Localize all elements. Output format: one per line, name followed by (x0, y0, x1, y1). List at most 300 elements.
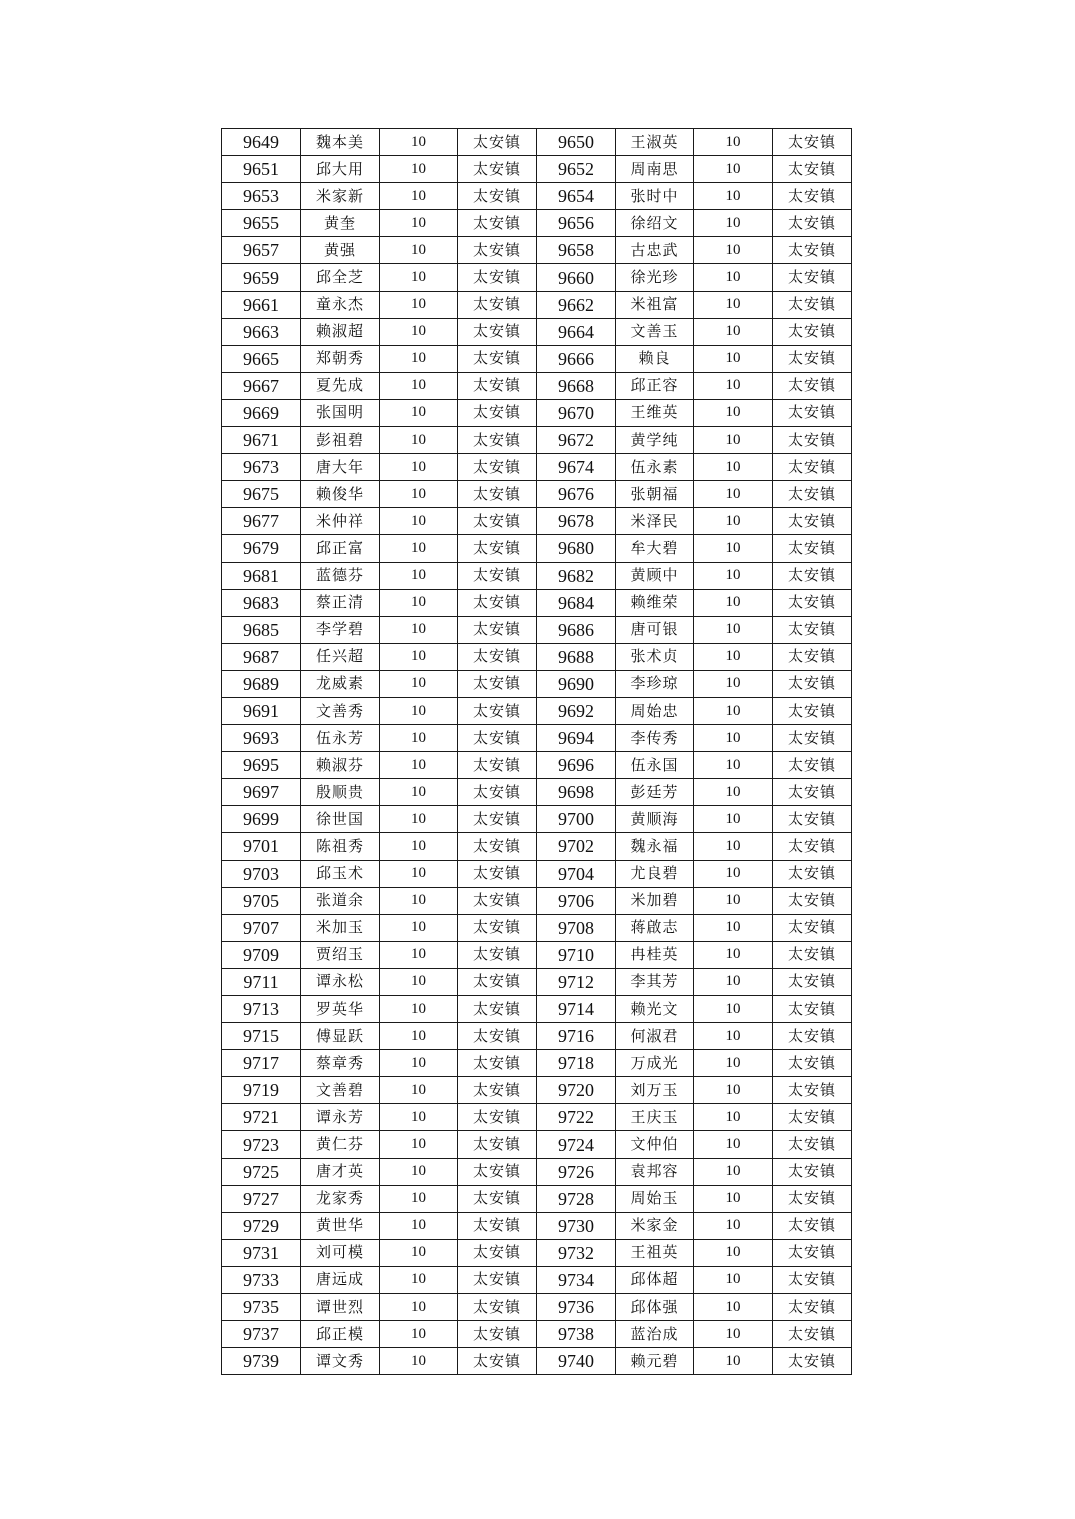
left-amount-cell: 10 (380, 1266, 458, 1293)
left-town-cell: 太安镇 (458, 941, 537, 968)
left-name-cell: 米仲祥 (301, 508, 380, 535)
right-town-cell: 太安镇 (773, 318, 852, 345)
table-row (222, 1104, 852, 1131)
right-town-cell: 太安镇 (773, 968, 852, 995)
right-town-cell: 太安镇 (773, 1050, 852, 1077)
right-id-cell: 9716 (537, 1023, 616, 1050)
left-name-cell: 文善碧 (301, 1077, 380, 1104)
right-id-cell: 9718 (537, 1050, 616, 1077)
right-id-cell: 9676 (537, 481, 616, 508)
left-name-cell: 童永杰 (301, 291, 380, 318)
left-name-cell: 殷顺贵 (301, 779, 380, 806)
right-town-cell: 太安镇 (773, 427, 852, 454)
left-id-cell: 9739 (222, 1348, 301, 1375)
right-id-cell: 9688 (537, 643, 616, 670)
left-name-cell: 黄世华 (301, 1212, 380, 1239)
right-town-cell: 太安镇 (773, 589, 852, 616)
right-name-cell: 魏永福 (616, 833, 694, 860)
left-name-cell: 郑朝秀 (301, 345, 380, 372)
left-id-cell: 9661 (222, 291, 301, 318)
left-id-cell: 9717 (222, 1050, 301, 1077)
right-town-cell: 太安镇 (773, 725, 852, 752)
left-town-cell: 太安镇 (458, 670, 537, 697)
right-town-cell: 太安镇 (773, 562, 852, 589)
table-row (222, 833, 852, 860)
right-town-cell: 太安镇 (773, 779, 852, 806)
right-id-cell: 9670 (537, 399, 616, 426)
table-row (222, 752, 852, 779)
right-town-cell: 太安镇 (773, 996, 852, 1023)
right-name-cell: 李珍琼 (616, 670, 694, 697)
right-amount-cell: 10 (694, 1050, 773, 1077)
left-id-cell: 9689 (222, 670, 301, 697)
left-amount-cell: 10 (380, 887, 458, 914)
table-row (222, 725, 852, 752)
left-amount-cell: 10 (380, 156, 458, 183)
right-amount-cell: 10 (694, 1158, 773, 1185)
left-name-cell: 唐大年 (301, 454, 380, 481)
right-town-cell: 太安镇 (773, 454, 852, 481)
left-amount-cell: 10 (380, 1212, 458, 1239)
right-amount-cell: 10 (694, 129, 773, 156)
right-id-cell: 9678 (537, 508, 616, 535)
left-town-cell: 太安镇 (458, 156, 537, 183)
left-town-cell: 太安镇 (458, 264, 537, 291)
right-id-cell: 9710 (537, 941, 616, 968)
table-row (222, 1158, 852, 1185)
right-id-cell: 9714 (537, 996, 616, 1023)
right-name-cell: 米泽民 (616, 508, 694, 535)
table-row (222, 1050, 852, 1077)
left-id-cell: 9707 (222, 914, 301, 941)
right-amount-cell: 10 (694, 454, 773, 481)
left-town-cell: 太安镇 (458, 1239, 537, 1266)
left-id-cell: 9699 (222, 806, 301, 833)
left-amount-cell: 10 (380, 779, 458, 806)
right-name-cell: 冉桂英 (616, 941, 694, 968)
right-name-cell: 黄顾中 (616, 562, 694, 589)
table-row (222, 1348, 852, 1375)
right-amount-cell: 10 (694, 1266, 773, 1293)
right-amount-cell: 10 (694, 1077, 773, 1104)
right-amount-cell: 10 (694, 941, 773, 968)
right-town-cell: 太安镇 (773, 643, 852, 670)
right-amount-cell: 10 (694, 1131, 773, 1158)
right-town-cell: 太安镇 (773, 1239, 852, 1266)
left-town-cell: 太安镇 (458, 427, 537, 454)
table-row (222, 156, 852, 183)
left-amount-cell: 10 (380, 941, 458, 968)
left-town-cell: 太安镇 (458, 914, 537, 941)
right-name-cell: 邱正容 (616, 372, 694, 399)
table-row (222, 887, 852, 914)
right-id-cell: 9724 (537, 1131, 616, 1158)
right-amount-cell: 10 (694, 752, 773, 779)
right-id-cell: 9662 (537, 291, 616, 318)
left-town-cell: 太安镇 (458, 1131, 537, 1158)
left-amount-cell: 10 (380, 1104, 458, 1131)
table-row (222, 508, 852, 535)
right-town-cell: 太安镇 (773, 1131, 852, 1158)
right-amount-cell: 10 (694, 291, 773, 318)
right-town-cell: 太安镇 (773, 129, 852, 156)
left-amount-cell: 10 (380, 1348, 458, 1375)
table-row (222, 806, 852, 833)
left-name-cell: 罗英华 (301, 996, 380, 1023)
table-row (222, 237, 852, 264)
table-row (222, 291, 852, 318)
left-town-cell: 太安镇 (458, 725, 537, 752)
left-amount-cell: 10 (380, 1158, 458, 1185)
right-town-cell: 太安镇 (773, 156, 852, 183)
table-row (222, 697, 852, 724)
right-town-cell: 太安镇 (773, 833, 852, 860)
left-town-cell: 太安镇 (458, 1212, 537, 1239)
right-town-cell: 太安镇 (773, 1158, 852, 1185)
left-name-cell: 唐才英 (301, 1158, 380, 1185)
right-amount-cell: 10 (694, 264, 773, 291)
right-id-cell: 9686 (537, 616, 616, 643)
right-id-cell: 9732 (537, 1239, 616, 1266)
left-amount-cell: 10 (380, 914, 458, 941)
right-town-cell: 太安镇 (773, 481, 852, 508)
left-id-cell: 9697 (222, 779, 301, 806)
left-amount-cell: 10 (380, 427, 458, 454)
right-town-cell: 太安镇 (773, 1104, 852, 1131)
right-amount-cell: 10 (694, 345, 773, 372)
right-name-cell: 邱体强 (616, 1294, 694, 1321)
left-id-cell: 9687 (222, 643, 301, 670)
right-name-cell: 周始忠 (616, 697, 694, 724)
right-name-cell: 黄学纯 (616, 427, 694, 454)
right-amount-cell: 10 (694, 1185, 773, 1212)
right-amount-cell: 10 (694, 1321, 773, 1348)
left-id-cell: 9735 (222, 1294, 301, 1321)
left-amount-cell: 10 (380, 1294, 458, 1321)
left-town-cell: 太安镇 (458, 345, 537, 372)
left-amount-cell: 10 (380, 996, 458, 1023)
table-row (222, 1266, 852, 1293)
left-id-cell: 9659 (222, 264, 301, 291)
left-name-cell: 邱正模 (301, 1321, 380, 1348)
right-amount-cell: 10 (694, 1239, 773, 1266)
left-name-cell: 邱正富 (301, 535, 380, 562)
right-town-cell: 太安镇 (773, 535, 852, 562)
left-name-cell: 张国明 (301, 399, 380, 426)
table-row (222, 210, 852, 237)
right-name-cell: 蒋啟志 (616, 914, 694, 941)
table-row (222, 183, 852, 210)
left-name-cell: 黄强 (301, 237, 380, 264)
table-row (222, 1185, 852, 1212)
right-id-cell: 9690 (537, 670, 616, 697)
left-amount-cell: 10 (380, 210, 458, 237)
right-id-cell: 9698 (537, 779, 616, 806)
left-town-cell: 太安镇 (458, 535, 537, 562)
right-amount-cell: 10 (694, 968, 773, 995)
right-amount-cell: 10 (694, 481, 773, 508)
left-id-cell: 9721 (222, 1104, 301, 1131)
left-amount-cell: 10 (380, 562, 458, 589)
left-id-cell: 9703 (222, 860, 301, 887)
left-name-cell: 米加玉 (301, 914, 380, 941)
left-town-cell: 太安镇 (458, 1023, 537, 1050)
right-name-cell: 徐光珍 (616, 264, 694, 291)
table-row (222, 481, 852, 508)
right-town-cell: 太安镇 (773, 1185, 852, 1212)
left-id-cell: 9737 (222, 1321, 301, 1348)
left-town-cell: 太安镇 (458, 968, 537, 995)
left-town-cell: 太安镇 (458, 643, 537, 670)
right-id-cell: 9702 (537, 833, 616, 860)
right-name-cell: 邱体超 (616, 1266, 694, 1293)
table-row (222, 1077, 852, 1104)
right-id-cell: 9682 (537, 562, 616, 589)
left-town-cell: 太安镇 (458, 806, 537, 833)
left-name-cell: 赖俊华 (301, 481, 380, 508)
right-name-cell: 赖良 (616, 345, 694, 372)
right-name-cell: 黄顺海 (616, 806, 694, 833)
left-name-cell: 赖淑超 (301, 318, 380, 345)
table-row (222, 1239, 852, 1266)
left-name-cell: 谭永松 (301, 968, 380, 995)
left-amount-cell: 10 (380, 237, 458, 264)
right-amount-cell: 10 (694, 860, 773, 887)
right-amount-cell: 10 (694, 806, 773, 833)
right-id-cell: 9668 (537, 372, 616, 399)
left-name-cell: 张道余 (301, 887, 380, 914)
right-id-cell: 9684 (537, 589, 616, 616)
right-name-cell: 王维英 (616, 399, 694, 426)
right-id-cell: 9700 (537, 806, 616, 833)
right-amount-cell: 10 (694, 210, 773, 237)
left-id-cell: 9679 (222, 535, 301, 562)
right-amount-cell: 10 (694, 535, 773, 562)
left-town-cell: 太安镇 (458, 291, 537, 318)
left-town-cell: 太安镇 (458, 508, 537, 535)
left-name-cell: 魏本美 (301, 129, 380, 156)
left-name-cell: 谭世烈 (301, 1294, 380, 1321)
left-amount-cell: 10 (380, 589, 458, 616)
left-id-cell: 9723 (222, 1131, 301, 1158)
right-id-cell: 9650 (537, 129, 616, 156)
left-name-cell: 蔡章秀 (301, 1050, 380, 1077)
right-name-cell: 张术贞 (616, 643, 694, 670)
left-name-cell: 蔡正清 (301, 589, 380, 616)
right-id-cell: 9720 (537, 1077, 616, 1104)
table-row (222, 1023, 852, 1050)
right-name-cell: 李其芳 (616, 968, 694, 995)
right-amount-cell: 10 (694, 833, 773, 860)
right-id-cell: 9680 (537, 535, 616, 562)
right-town-cell: 太安镇 (773, 1294, 852, 1321)
left-amount-cell: 10 (380, 454, 458, 481)
right-town-cell: 太安镇 (773, 183, 852, 210)
left-id-cell: 9705 (222, 887, 301, 914)
left-amount-cell: 10 (380, 345, 458, 372)
right-town-cell: 太安镇 (773, 399, 852, 426)
right-id-cell: 9664 (537, 318, 616, 345)
right-id-cell: 9730 (537, 1212, 616, 1239)
right-town-cell: 太安镇 (773, 264, 852, 291)
right-town-cell: 太安镇 (773, 752, 852, 779)
right-name-cell: 古忠武 (616, 237, 694, 264)
right-amount-cell: 10 (694, 996, 773, 1023)
left-id-cell: 9651 (222, 156, 301, 183)
right-town-cell: 太安镇 (773, 1348, 852, 1375)
left-town-cell: 太安镇 (458, 752, 537, 779)
left-town-cell: 太安镇 (458, 399, 537, 426)
left-name-cell: 伍永芳 (301, 725, 380, 752)
right-amount-cell: 10 (694, 779, 773, 806)
left-town-cell: 太安镇 (458, 372, 537, 399)
left-id-cell: 9653 (222, 183, 301, 210)
table-row (222, 968, 852, 995)
table-row (222, 454, 852, 481)
table-row (222, 264, 852, 291)
left-id-cell: 9695 (222, 752, 301, 779)
left-name-cell: 任兴超 (301, 643, 380, 670)
right-town-cell: 太安镇 (773, 616, 852, 643)
left-amount-cell: 10 (380, 860, 458, 887)
table-row (222, 643, 852, 670)
right-id-cell: 9728 (537, 1185, 616, 1212)
right-town-cell: 太安镇 (773, 1212, 852, 1239)
left-town-cell: 太安镇 (458, 833, 537, 860)
right-name-cell: 赖光文 (616, 996, 694, 1023)
left-id-cell: 9691 (222, 697, 301, 724)
right-id-cell: 9734 (537, 1266, 616, 1293)
right-amount-cell: 10 (694, 1294, 773, 1321)
right-id-cell: 9672 (537, 427, 616, 454)
roster-body (222, 129, 852, 1375)
right-name-cell: 米家金 (616, 1212, 694, 1239)
right-name-cell: 文善玉 (616, 318, 694, 345)
left-id-cell: 9677 (222, 508, 301, 535)
right-name-cell: 刘万玉 (616, 1077, 694, 1104)
right-name-cell: 唐可银 (616, 616, 694, 643)
left-name-cell: 谭永芳 (301, 1104, 380, 1131)
right-name-cell: 周南思 (616, 156, 694, 183)
right-amount-cell: 10 (694, 616, 773, 643)
left-town-cell: 太安镇 (458, 183, 537, 210)
right-amount-cell: 10 (694, 237, 773, 264)
right-name-cell: 伍永素 (616, 454, 694, 481)
right-town-cell: 太安镇 (773, 210, 852, 237)
table-row (222, 427, 852, 454)
table-row (222, 318, 852, 345)
left-town-cell: 太安镇 (458, 1321, 537, 1348)
left-name-cell: 龙家秀 (301, 1185, 380, 1212)
right-amount-cell: 10 (694, 725, 773, 752)
right-id-cell: 9666 (537, 345, 616, 372)
left-town-cell: 太安镇 (458, 589, 537, 616)
left-town-cell: 太安镇 (458, 129, 537, 156)
left-amount-cell: 10 (380, 806, 458, 833)
right-name-cell: 袁邦容 (616, 1158, 694, 1185)
table-row (222, 1212, 852, 1239)
right-amount-cell: 10 (694, 697, 773, 724)
left-amount-cell: 10 (380, 725, 458, 752)
left-name-cell: 陈祖秀 (301, 833, 380, 860)
left-amount-cell: 10 (380, 535, 458, 562)
left-amount-cell: 10 (380, 1131, 458, 1158)
right-town-cell: 太安镇 (773, 237, 852, 264)
left-name-cell: 邱全芝 (301, 264, 380, 291)
left-id-cell: 9675 (222, 481, 301, 508)
left-town-cell: 太安镇 (458, 237, 537, 264)
right-name-cell: 赖维荣 (616, 589, 694, 616)
roster-table (221, 128, 852, 1375)
left-town-cell: 太安镇 (458, 210, 537, 237)
left-name-cell: 傅显跃 (301, 1023, 380, 1050)
left-id-cell: 9729 (222, 1212, 301, 1239)
right-name-cell: 赖元碧 (616, 1348, 694, 1375)
left-name-cell: 夏先成 (301, 372, 380, 399)
right-id-cell: 9736 (537, 1294, 616, 1321)
right-amount-cell: 10 (694, 1348, 773, 1375)
right-amount-cell: 10 (694, 1104, 773, 1131)
right-amount-cell: 10 (694, 562, 773, 589)
left-name-cell: 赖淑芬 (301, 752, 380, 779)
right-amount-cell: 10 (694, 508, 773, 535)
left-town-cell: 太安镇 (458, 562, 537, 589)
right-name-cell: 王祖英 (616, 1239, 694, 1266)
table-row (222, 535, 852, 562)
left-amount-cell: 10 (380, 508, 458, 535)
table-row (222, 941, 852, 968)
right-town-cell: 太安镇 (773, 941, 852, 968)
right-id-cell: 9660 (537, 264, 616, 291)
left-id-cell: 9731 (222, 1239, 301, 1266)
left-town-cell: 太安镇 (458, 1294, 537, 1321)
right-name-cell: 万成光 (616, 1050, 694, 1077)
left-amount-cell: 10 (380, 752, 458, 779)
table-row (222, 129, 852, 156)
left-town-cell: 太安镇 (458, 996, 537, 1023)
left-id-cell: 9681 (222, 562, 301, 589)
table-row (222, 372, 852, 399)
left-name-cell: 黄奎 (301, 210, 380, 237)
right-town-cell: 太安镇 (773, 345, 852, 372)
right-town-cell: 太安镇 (773, 291, 852, 318)
left-town-cell: 太安镇 (458, 1104, 537, 1131)
right-name-cell: 王庆玉 (616, 1104, 694, 1131)
left-amount-cell: 10 (380, 1050, 458, 1077)
left-id-cell: 9655 (222, 210, 301, 237)
right-name-cell: 何淑君 (616, 1023, 694, 1050)
left-name-cell: 蓝德芬 (301, 562, 380, 589)
left-amount-cell: 10 (380, 318, 458, 345)
left-amount-cell: 10 (380, 616, 458, 643)
left-amount-cell: 10 (380, 643, 458, 670)
left-amount-cell: 10 (380, 291, 458, 318)
right-id-cell: 9652 (537, 156, 616, 183)
table-row (222, 914, 852, 941)
left-id-cell: 9733 (222, 1266, 301, 1293)
right-amount-cell: 10 (694, 318, 773, 345)
table-row (222, 1321, 852, 1348)
left-amount-cell: 10 (380, 1077, 458, 1104)
table-row (222, 996, 852, 1023)
left-amount-cell: 10 (380, 1239, 458, 1266)
left-id-cell: 9709 (222, 941, 301, 968)
right-town-cell: 太安镇 (773, 806, 852, 833)
right-amount-cell: 10 (694, 183, 773, 210)
right-id-cell: 9656 (537, 210, 616, 237)
right-name-cell: 张时中 (616, 183, 694, 210)
left-id-cell: 9657 (222, 237, 301, 264)
